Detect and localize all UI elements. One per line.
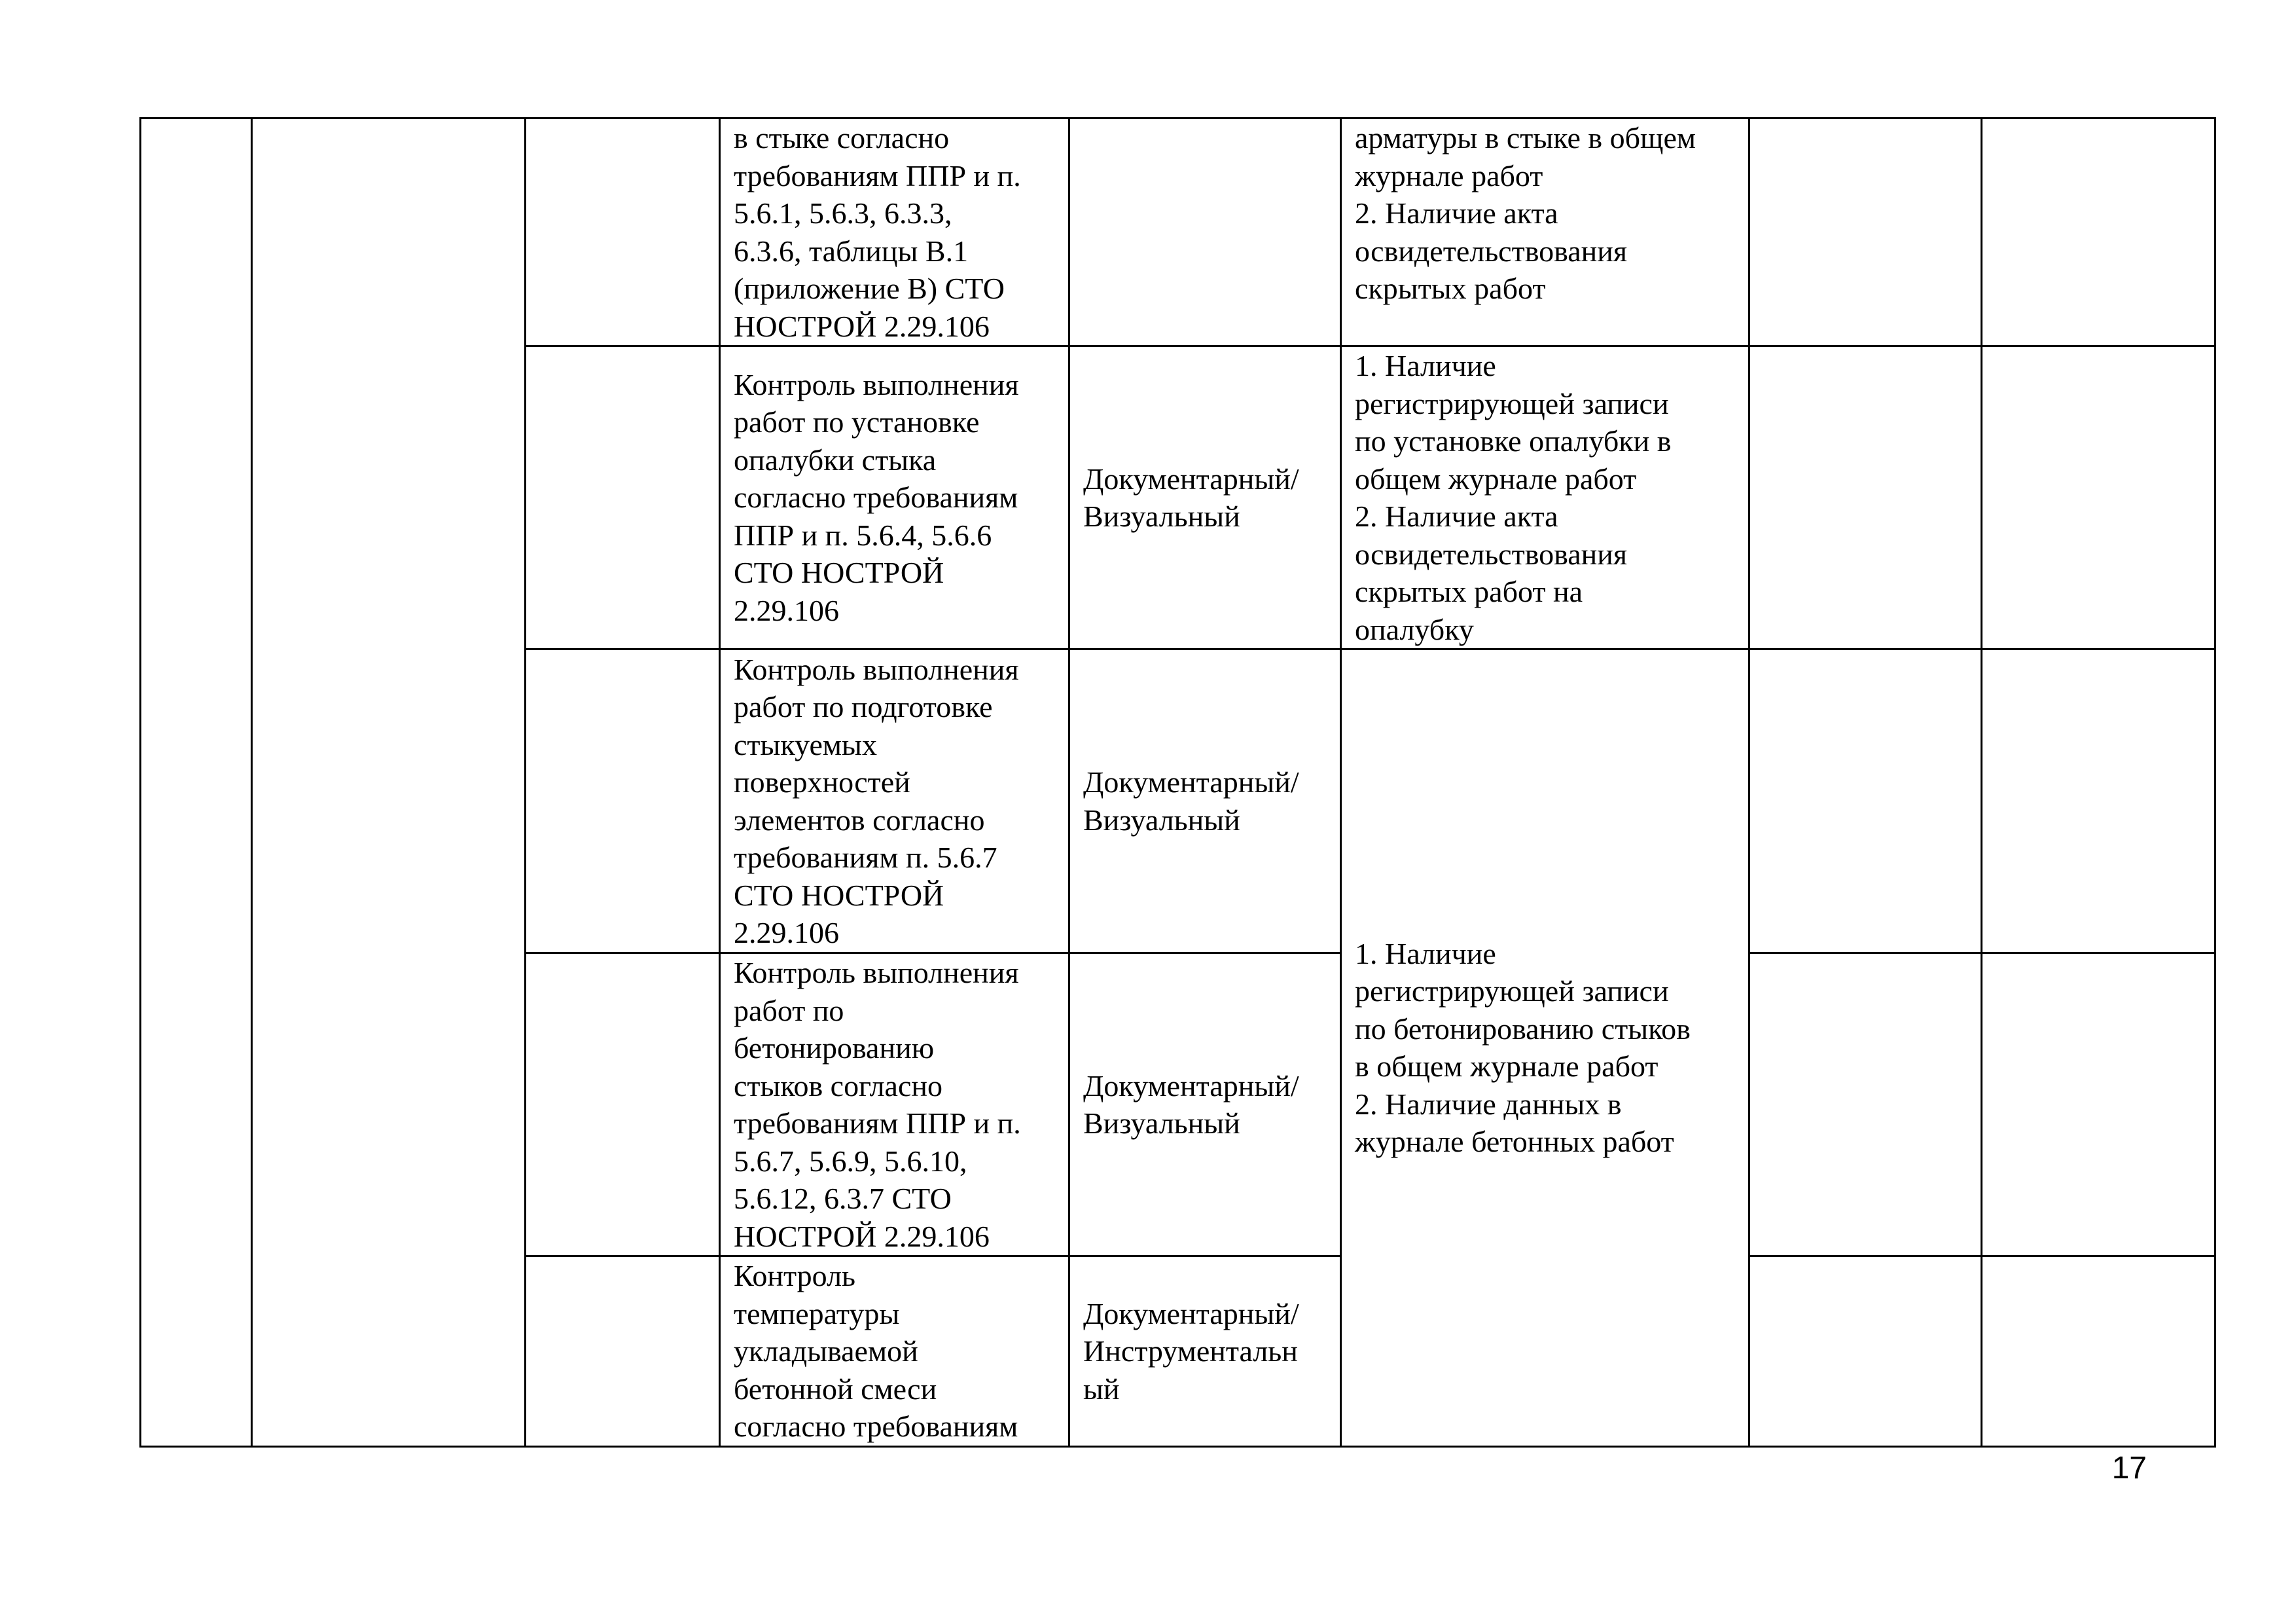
method-text: Документарный/ Инструментальн ый [1083, 1296, 1299, 1406]
operation-cell [526, 346, 720, 649]
operation-cell [526, 1256, 720, 1447]
merged-evidence-cell [1341, 649, 1749, 1447]
mark-cell [1982, 1256, 2215, 1447]
inspection-table [139, 117, 2216, 1448]
page-number: 17 [2111, 1451, 2147, 1486]
requirement-cell [720, 346, 1069, 649]
method-cell [1069, 953, 1341, 1256]
mark-cell [1982, 953, 2215, 1256]
evidence-text: 1. Наличие регистрирующей записи по установке опалубки в общем журнале работ 2. Наличие акта освидетельствования скрытых работ на опалубку [1355, 349, 1672, 646]
responsible-cell [1749, 649, 1982, 953]
operation-cell [526, 119, 720, 346]
requirement-cell [720, 649, 1069, 953]
mark-cell [1982, 346, 2215, 649]
responsible-cell [1749, 346, 1982, 649]
method-cell [1069, 1256, 1341, 1447]
responsible-cell [1749, 119, 1982, 346]
evidence-cell [1341, 346, 1749, 649]
requirement-cell [720, 119, 1069, 346]
number-column-cell [141, 119, 252, 1447]
operation-cell [526, 953, 720, 1256]
mark-cell [1982, 119, 2215, 346]
requirement-text: Контроль выполнения работ по бетонированию стыков согласно требованиям ППР и п. 5.6.7, 5.6.9, 5.6.10, 5.6.12, 6.3.7 СТО НОСТРОЙ 2.29.106 [734, 956, 1021, 1253]
evidence-text: 1. Наличие регистрирующей записи по бетонированию стыков в общем журнале работ 2. Наличие данных в журнале бетонных работ [1355, 936, 1691, 1159]
requirement-cell [720, 1256, 1069, 1447]
method-cell [1069, 346, 1341, 649]
requirement-text: Контроль температуры укладываемой бетонной смеси согласно требованиям [734, 1259, 1018, 1443]
responsible-cell [1749, 953, 1982, 1256]
evidence-text: арматуры в стыке в общем журнале работ 2. Наличие акта освидетельствования скрытых работ [1355, 121, 1696, 305]
requirement-text: Контроль выполнения работ по установке опалубки стыка согласно требованиям ППР и п. 5.6.4, 5.6.6 СТО НОСТРОЙ 2.29.106 [734, 367, 1019, 627]
method-text: Документарный/ Визуальный [1083, 765, 1299, 837]
method-cell [1069, 119, 1341, 346]
requirement-cell [720, 953, 1069, 1256]
method-text: Документарный/ Визуальный [1083, 462, 1299, 533]
table-row [141, 119, 2215, 346]
mark-cell [1982, 649, 2215, 953]
method-cell [1069, 649, 1341, 953]
responsible-cell [1749, 1256, 1982, 1447]
operation-cell [526, 649, 720, 953]
stage-column-cell [252, 119, 526, 1447]
method-text: Документарный/ Визуальный [1083, 1068, 1299, 1140]
requirement-text: Контроль выполнения работ по подготовке стыкуемых поверхностей элементов согласно требованиям п. 5.6.7 СТО НОСТРОЙ 2.29.106 [734, 652, 1019, 949]
evidence-cell [1341, 119, 1749, 346]
requirement-text: в стыке согласно требованиям ППР и п. 5.6.1, 5.6.3, 6.3.3, 6.3.6, таблицы В.1 (приложение В) СТО НОСТРОЙ 2.29.106 [734, 121, 1021, 343]
